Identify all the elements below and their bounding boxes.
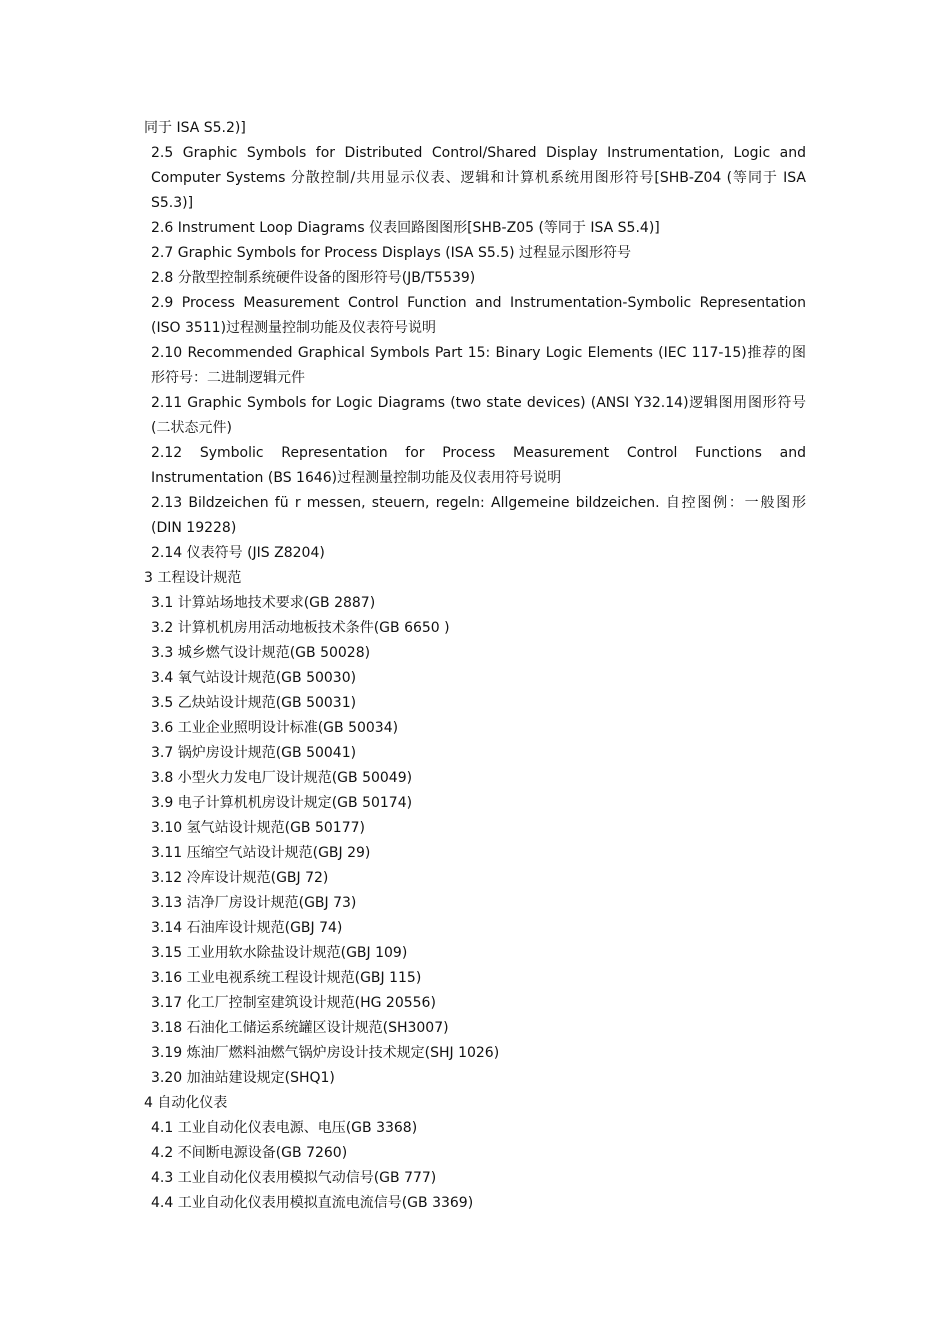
standard-item: 3.6 工业企业照明设计标准(GB 50034) [151, 720, 399, 736]
standard-item: 2.7 Graphic Symbols for Process Displays (ISA S5.5) 过程显示图形符号 [151, 245, 632, 261]
standard-item: 2.10 Recommended Graphical Symbols Part 15: Binary Logic Elements (IEC 117-15)推荐的图形符号：二进制逻辑元件 [151, 345, 806, 386]
standard-item: 4.4 工业自动化仪表用模拟直流电流信号(GB 3369) [151, 1195, 474, 1211]
standard-item: 3.16 工业电视系统工程设计规范(GBJ 115) [151, 970, 422, 986]
standard-item: 4.3 工业自动化仪表用模拟气动信号(GB 777) [151, 1170, 437, 1186]
standard-item: 3.3 城乡燃气设计规范(GB 50028) [151, 645, 371, 661]
standard-item: 2.9 Process Measurement Control Function and Instrumentation-Symbolic Representation (ISO 3511)过程测量控制功能及仪表符号说明 [151, 295, 811, 336]
standard-item: 2.5 Graphic Symbols for Distributed Control/Shared Display Instrumentation, Logic and Computer Systems 分散控制/共用显示仪表、逻辑和计算机系统用图形符号[SHB-Z04 (等同于 ISA S5.3)] [151, 145, 811, 211]
standard-item: 3.20 加油站建设规定(SHQ1) [151, 1070, 335, 1086]
standard-item: 3.1 计算站场地技术要求(GB 2887) [151, 595, 376, 611]
section-heading: 同于 ISA S5.2)] [144, 120, 246, 136]
standard-item: 4.2 不间断电源设备(GB 7260) [151, 1145, 348, 1161]
standard-item: 2.8 分散型控制系统硬件设备的图形符号(JB/T5539) [151, 270, 476, 286]
standard-item: 3.12 冷库设计规范(GBJ 72) [151, 870, 329, 886]
section-heading: 4 自动化仪表 [144, 1095, 228, 1111]
standard-item: 2.12 Symbolic Representation for Process Measurement Control Functions and Instrumentation (BS 1646)过程测量控制功能及仪表用符号说明 [151, 445, 811, 486]
standard-item: 3.7 锅炉房设计规范(GB 50041) [151, 745, 357, 761]
section-heading: 3 工程设计规范 [144, 570, 242, 586]
document-body [144, 116, 811, 1216]
standard-item: 4.1 工业自动化仪表电源、电压(GB 3368) [151, 1120, 418, 1136]
standard-item: 3.13 洁净厂房设计规范(GBJ 73) [151, 895, 357, 911]
standard-item: 3.14 石油库设计规范(GBJ 74) [151, 920, 343, 936]
standard-item: 3.4 氧气站设计规范(GB 50030) [151, 670, 357, 686]
standard-item: 2.11 Graphic Symbols for Logic Diagrams (two state devices) (ANSI Y32.14)逻辑图用图形符号(二状态元件) [151, 395, 806, 436]
standard-item: 3.19 炼油厂燃料油燃气锅炉房设计技术规定(SHJ 1026) [151, 1045, 500, 1061]
standard-item: 3.9 电子计算机机房设计规定(GB 50174) [151, 795, 413, 811]
standard-item: 3.15 工业用软水除盐设计规范(GBJ 109) [151, 945, 408, 961]
standard-item: 3.17 化工厂控制室建筑设计规范(HG 20556) [151, 995, 436, 1011]
standard-item: 3.10 氢气站设计规范(GB 50177) [151, 820, 365, 836]
standard-item: 3.2 计算机机房用活动地板技术条件(GB 6650 ) [151, 620, 450, 636]
standard-item: 3.8 小型火力发电厂设计规范(GB 50049) [151, 770, 413, 786]
standard-item: 3.18 石油化工储运系统罐区设计规范(SH3007) [151, 1020, 449, 1036]
standard-item: 2.6 Instrument Loop Diagrams 仪表回路图图形[SHB-Z05 (等同于 ISA S5.4)] [151, 220, 660, 236]
standard-item: 3.5 乙炔站设计规范(GB 50031) [151, 695, 357, 711]
standard-item: 3.11 压缩空气站设计规范(GBJ 29) [151, 845, 371, 861]
standard-item: 2.14 仪表符号 (JIS Z8204) [151, 545, 325, 561]
standard-item: 2.13 Bildzeichen fü r messen, steuern, regeln: Allgemeine bildzeichen. 自控图例：一般图形(DIN 19228) [151, 495, 806, 536]
